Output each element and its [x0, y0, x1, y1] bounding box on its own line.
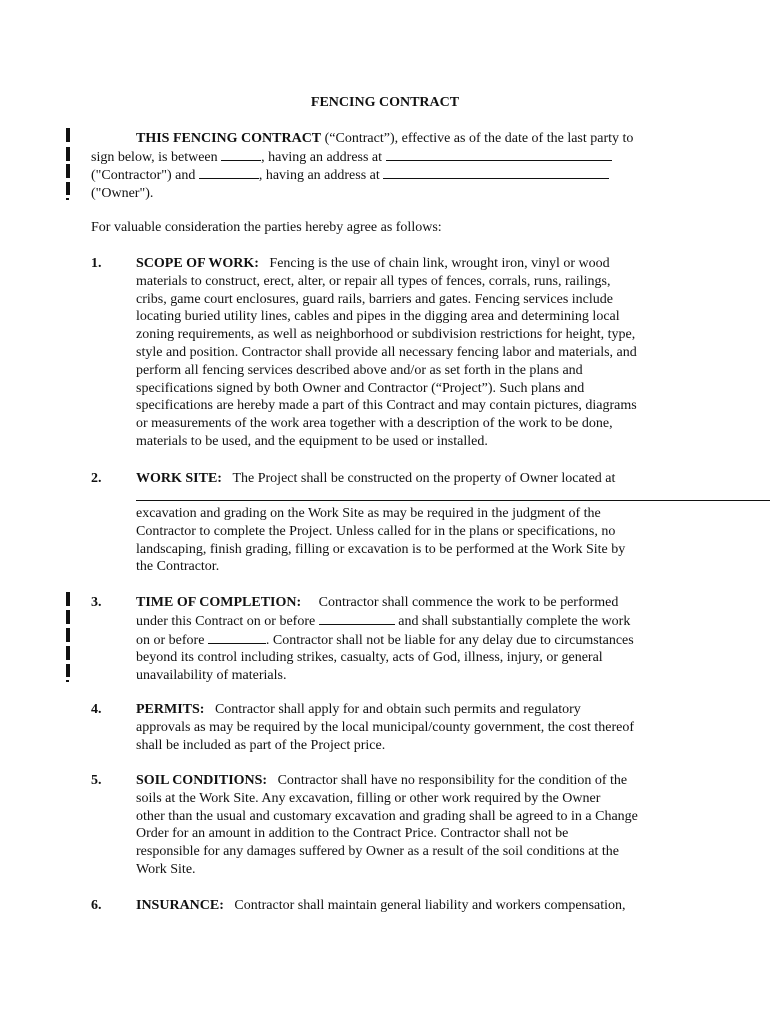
- revision-bar: [66, 164, 70, 178]
- section-line: specifications are hereby made a part of this Contract and may contain pictures, diagrams: [136, 398, 637, 414]
- intro-line1: (“Contract”), effective as of the date of the last party to: [321, 131, 634, 146]
- section-number: 2.: [91, 471, 102, 486]
- section-line: locating buried utility lines, cables and pipes in the digging area and determining local: [136, 309, 620, 325]
- completion-date-field[interactable]: [208, 631, 266, 644]
- intro-line2a: sign below, is between: [91, 149, 222, 165]
- section-line: Contractor shall have no responsibility for the condition of the: [277, 773, 628, 788]
- section-line: beyond its control including strikes, casualty, acts of God, illness, injury, or general: [136, 650, 603, 666]
- consideration-clause: For valuable consideration the parties hereby agree as follows:: [91, 220, 442, 235]
- section-line: materials to be used, and the equipment to be used or installed.: [136, 433, 488, 449]
- revision-bar: [66, 628, 70, 642]
- intro-lead: THIS FENCING CONTRACT: [136, 131, 322, 146]
- section-line: excavation and grading on the Work Site as may be required in the judgment of the: [136, 506, 601, 521]
- section-number: 5.: [91, 773, 102, 788]
- section-line: responsible for any damages suffered by Owner as a result of the soil conditions at the: [136, 844, 619, 860]
- revision-bar: [66, 198, 69, 200]
- section-line: cribs, game court enclosures, guard rails, barriers and gates. Fencing services include: [136, 291, 613, 307]
- section-heading: INSURANCE:: [136, 898, 224, 913]
- section-heading: SOIL CONDITIONS:: [136, 773, 268, 788]
- section-line: the Contractor.: [136, 559, 220, 575]
- section-line: approvals as may be required by the local municipal/county government, the cost thereof: [136, 719, 635, 735]
- section-line: perform all fencing services described above and/or as set forth in the plans and: [136, 362, 583, 378]
- contractor-name-field[interactable]: [221, 148, 261, 161]
- section-line: specifications signed by both Owner and Contractor (“Project”). Such plans and: [136, 380, 585, 396]
- section-line: Order for an amount in addition to the Contract Price. Contractor shall not be: [136, 826, 569, 842]
- document-title: FENCING CONTRACT: [310, 95, 460, 110]
- section-heading: WORK SITE:: [136, 471, 222, 486]
- section-heading: PERMITS:: [136, 702, 205, 717]
- section-line: The Project shall be constructed on the property of Owner located at: [232, 471, 616, 486]
- revision-bar: [66, 680, 69, 682]
- intro-line3b: , having an address at: [258, 168, 384, 184]
- owner-name-field[interactable]: [199, 166, 259, 179]
- work-site-address-field[interactable]: [136, 500, 770, 501]
- intro-line2b: , having an address at: [261, 149, 386, 165]
- section-line: shall be included as part of the Project price.: [136, 737, 386, 753]
- section-line: materials to construct, erect, alter, or repair all types of fences, corrals, runs, railings,: [136, 273, 611, 289]
- section-line: landscaping, finish grading, filling or excavation is to be performed at the Work Site by: [136, 541, 626, 557]
- intro-line4: ("Owner").: [91, 185, 154, 201]
- section-line: Work Site.: [136, 861, 196, 877]
- section-line: Contractor shall apply for and obtain such permits and regulatory: [214, 702, 581, 717]
- intro-paragraph: [91, 130, 681, 202]
- commence-date-field[interactable]: [319, 612, 395, 625]
- section-line: Contractor to complete the Project. Unless called for in the plans or specifications, no: [136, 523, 616, 539]
- section-heading: TIME OF COMPLETION:: [136, 595, 302, 610]
- section-line: . Contractor shall not be liable for any delay due to circumstances: [265, 632, 634, 648]
- revision-bar: [66, 610, 70, 624]
- revision-bar: [66, 128, 70, 142]
- section-line: zoning requirements, as well as neighborhood or subdivision restrictions for height, type,: [136, 327, 636, 343]
- section-number: 6.: [91, 898, 102, 913]
- section-number: 4.: [91, 702, 102, 717]
- section-line: and shall substantially complete the work: [394, 613, 631, 629]
- section-line: style and position. Contractor shall provide all necessary fencing labor and materials, and: [136, 344, 637, 360]
- section-line: or measurements of the work area together with a description of the work to be done,: [136, 416, 613, 432]
- contractor-address-field[interactable]: [386, 148, 612, 161]
- section-line: on or before: [136, 632, 208, 648]
- section-line: unavailability of materials.: [136, 668, 287, 684]
- intro-line3a: ("Contractor") and: [91, 168, 199, 184]
- section-line: other than the usual and customary excavation and grading shall be agreed to in a Change: [136, 808, 638, 824]
- section-line: Contractor shall maintain general liability and workers compensation,: [234, 898, 626, 913]
- revision-bar: [66, 182, 70, 195]
- revision-bar: [66, 646, 70, 660]
- section-line: Fencing is the use of chain link, wrought iron, vinyl or wood: [269, 256, 610, 271]
- section-line: soils at the Work Site. Any excavation, filling or other work required by the Owner: [136, 790, 601, 806]
- section-line: Contractor shall commence the work to be performed: [318, 595, 619, 610]
- revision-bar: [66, 147, 70, 161]
- section-number: 3.: [91, 595, 102, 610]
- section-number: 1.: [91, 256, 102, 271]
- revision-bar: [66, 592, 70, 606]
- revision-bar: [66, 664, 70, 677]
- section-heading: SCOPE OF WORK:: [136, 256, 259, 271]
- section-line: under this Contract on or before: [136, 613, 319, 629]
- owner-address-field[interactable]: [383, 166, 609, 179]
